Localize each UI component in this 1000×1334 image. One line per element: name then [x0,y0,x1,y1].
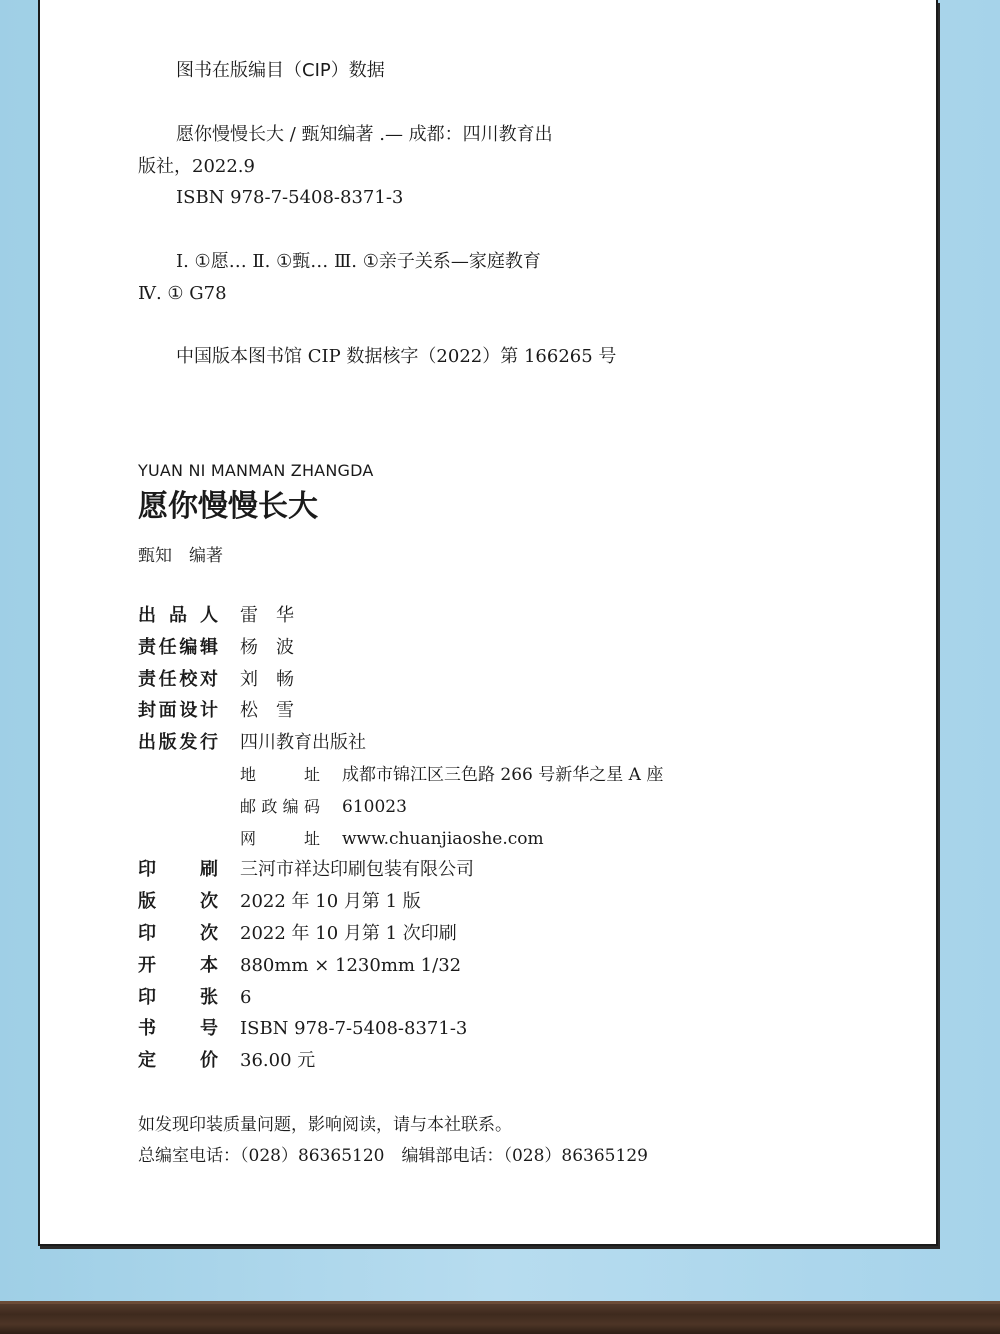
label-char: 出 [138,605,156,626]
label-char: 次 [200,923,218,944]
specs-label [138,955,218,977]
label-char: 定 [138,1050,156,1071]
label-char: 张 [200,987,218,1008]
label-char: 印 [138,859,156,880]
credits-label [138,732,218,754]
specs-value: 6 [240,987,252,1008]
quality-notice: 如发现印装质量问题，影响阅读，请与本社联系。 [138,1115,512,1135]
specs-label [138,1018,218,1040]
credits-value: 四川教育出版社 [240,732,366,753]
label-char: 设 [179,700,198,721]
label-char: 行 [199,732,218,753]
cip-heading: 图书在版编目（CIP）数据 [176,60,385,81]
label-char: 号 [200,1018,218,1039]
specs-value: 2022 年 10 月第 1 次印刷 [240,923,457,944]
label-char: 出 [138,732,156,753]
credits-label [138,700,218,722]
label-char: 任 [158,637,177,658]
book-pinyin: YUAN NI MANMAN ZHANGDA [138,461,374,480]
label-char: 址 [303,829,320,848]
specs-label [138,1050,218,1072]
publisher-label [240,796,320,818]
specs-value: 36.00 元 [240,1050,316,1071]
label-char: 辑 [199,637,218,658]
label-char: 编 [282,797,299,816]
wooden-floor [0,1301,1000,1334]
label-char: 编 [179,637,198,658]
publisher-value: www.chuanjiaoshe.com [342,829,544,849]
label-char: 网 [240,829,257,848]
specs-label [138,891,218,913]
cip-classification-line1: Ⅰ. ①愿… Ⅱ. ①甄… Ⅲ. ①亲子关系—家庭教育 [176,251,541,272]
specs-value: 880mm × 1230mm 1/32 [240,955,462,976]
label-char: 发 [179,732,198,753]
specs-label [138,987,218,1009]
label-char: 本 [200,955,218,976]
label-char: 校 [179,669,198,690]
label-char: 码 [303,797,320,816]
label-char: 责 [138,637,156,658]
specs-label [138,923,218,945]
specs-label [138,859,218,881]
publisher-label [240,764,320,786]
label-char: 对 [199,669,218,690]
label-char: 版 [158,732,177,753]
label-char: 印 [138,987,156,1008]
label-char: 次 [200,891,218,912]
label-char: 书 [138,1018,156,1039]
credits-label [138,637,218,659]
publisher-value: 成都市锦江区三色路 266 号新华之星 A 座 [342,765,664,785]
label-char: 址 [303,765,320,784]
label-char: 开 [138,955,156,976]
label-char: 人 [200,605,218,626]
credits-value: 刘 畅 [240,669,294,690]
label-char: 品 [169,605,187,626]
publisher-value: 610023 [342,797,407,817]
credits-label [138,605,218,627]
label-char: 任 [158,669,177,690]
cip-entry-line1: 愿你慢慢长大 / 甄知编著 .— 成都：四川教育出 [176,124,553,145]
cip-entry-line2: 版社，2022.9 [138,156,255,177]
credits-value: 松 雪 [240,700,294,721]
publisher-label [240,828,320,850]
cip-record-number: 中国版本图书馆 CIP 数据核字（2022）第 166265 号 [176,346,617,367]
label-char: 刷 [200,859,218,880]
label-char: 封 [138,700,156,721]
credits-value: 雷 华 [240,605,294,626]
label-char: 责 [138,669,156,690]
label-char: 政 [261,797,278,816]
contact-phones: 总编室电话：（028）86365120 编辑部电话：（028）86365129 [138,1146,648,1166]
cip-classification-line2: Ⅳ. ① G78 [138,283,227,304]
credits-value: 杨 波 [240,637,294,658]
specs-value: ISBN 978-7-5408-8371-3 [240,1018,468,1039]
book-author: 甄知 编著 [138,546,223,566]
label-char: 面 [158,700,177,721]
cip-isbn: ISBN 978-7-5408-8371-3 [176,187,404,208]
label-char: 价 [200,1050,218,1071]
label-char: 地 [240,765,257,784]
label-char: 计 [199,700,218,721]
label-char: 印 [138,923,156,944]
label-char: 版 [138,891,156,912]
label-char: 邮 [240,797,257,816]
credits-label [138,669,218,691]
specs-value: 三河市祥达印刷包装有限公司 [240,859,474,880]
specs-value: 2022 年 10 月第 1 版 [240,891,421,912]
book-title: 愿你慢慢长大 [138,489,318,524]
